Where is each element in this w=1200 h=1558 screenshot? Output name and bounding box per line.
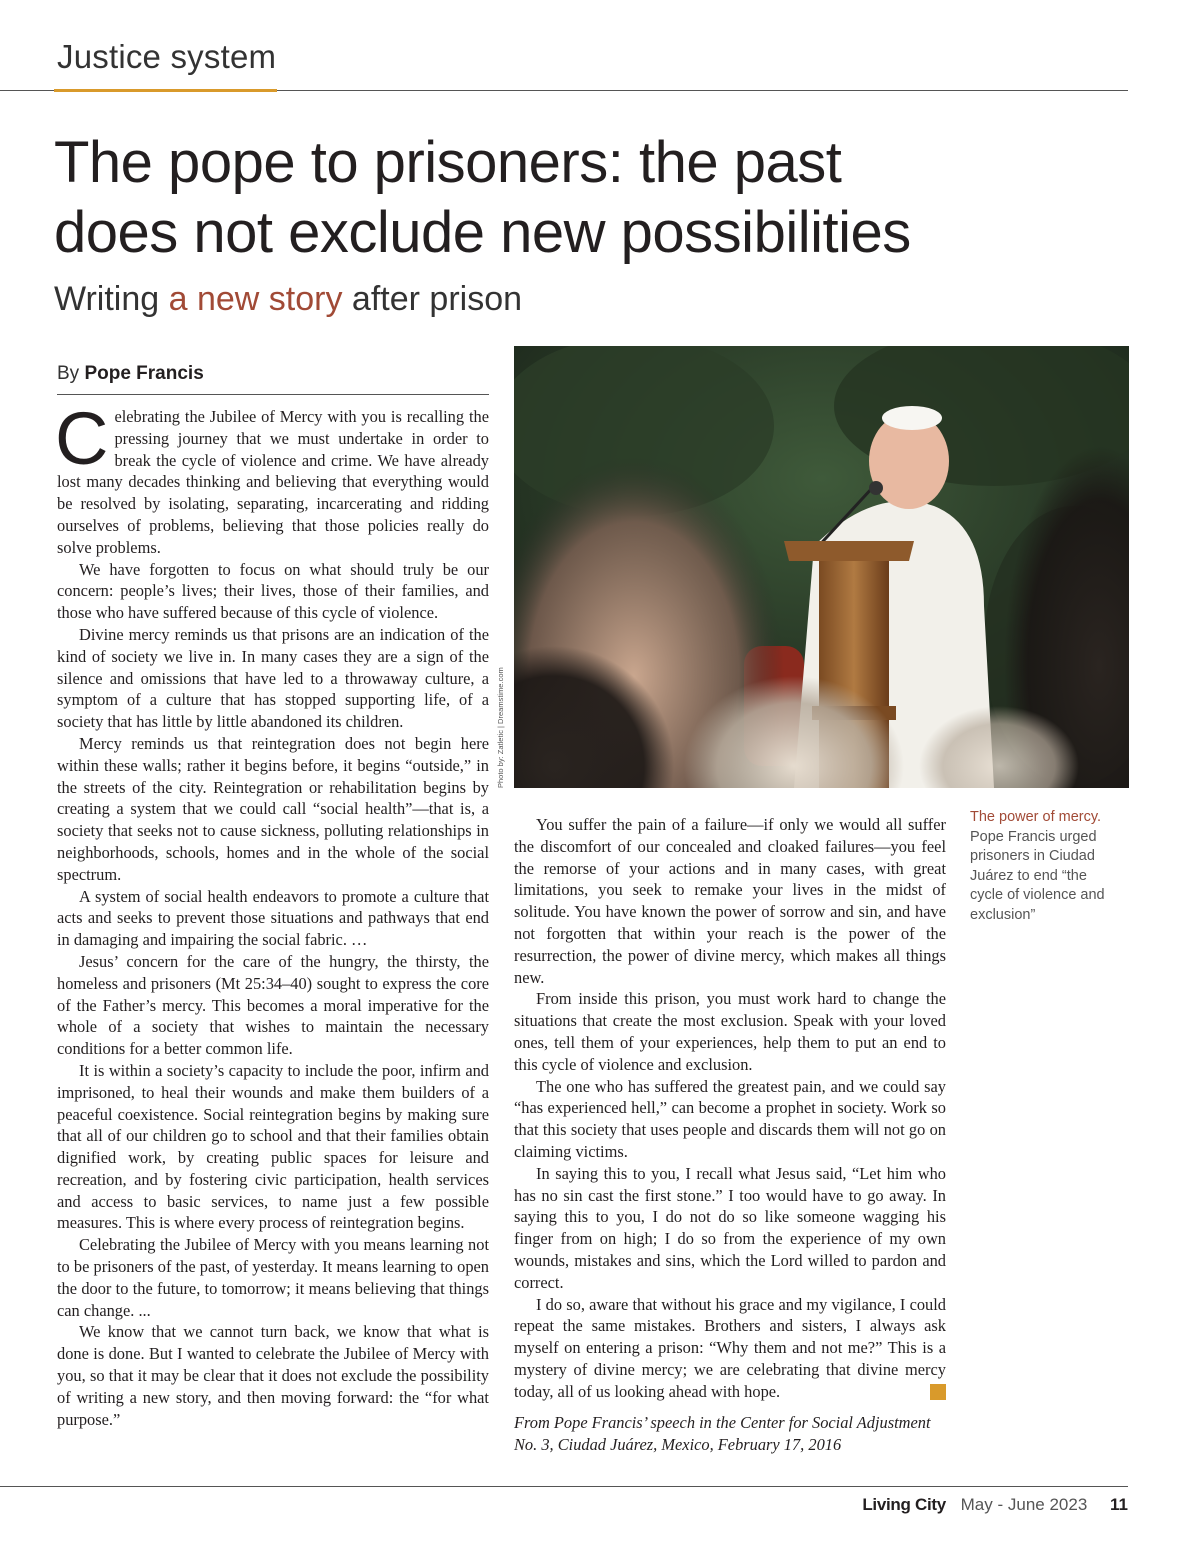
byline-divider: [57, 394, 489, 395]
headline-line-1: The pope to prisoners: the past: [54, 130, 842, 195]
photo-illustration: [514, 346, 1129, 788]
headline-line-2: does not exclude new possibilities: [54, 200, 911, 265]
source-attribution: From Pope Francis’ speech in the Center for Social Adjustment No. 3, Ciudad Juárez, Mexico, February 17, 2016: [514, 1413, 931, 1454]
subhead-before: Writing: [54, 280, 169, 318]
paragraph-text: I do so, aware that without his grace and my vigilance, I could repeat the same mistakes. Brothers and sisters, I always ask myself on entering a prison: “Why them and not me?” This is a mystery of divine mercy; we are celebrating that divine mercy today, all of us looking ahead with hope.: [514, 1294, 946, 1401]
footer-divider: [0, 1486, 1128, 1487]
magazine-name: Living City: [862, 1495, 946, 1514]
article-subhead: [54, 280, 522, 319]
body-paragraph: It is within a society’s capacity to include the poor, infirm and imprisoned, to heal their wounds and make them builders of a peaceful coexistence. Social reintegration begins by making sure that all of our children go to school and that their families obtain dignified work, by creating public spaces for leisure and recreation, and by fostering civic participation, health services and access to basic services, to name just a few possible measures. This is where every process of reintegration begins.: [57, 1060, 489, 1233]
body-paragraph: Mercy reminds us that reintegration does not begin here within these walls; rather it begins before, it begins “outside,” in the streets of the city. Reintegration or rehabilitation begins by creating a system that we could call “social health”—that is, a society that seeks not to cause sickness, polluting relationships in neighborhoods, schools, homes and in the whole of the social spectrum.: [57, 733, 489, 884]
article-headline: [54, 128, 1054, 268]
byline: [57, 363, 204, 385]
body-paragraph: The one who has suffered the greatest pain, and we could say “has experienced hell,” can become a prophet in society. Work so that this society that uses people and discards them will not go on claiming victims.: [514, 1076, 946, 1161]
subhead-after: after prison: [342, 280, 523, 318]
byline-prefix: By: [57, 363, 85, 384]
body-column-2: [514, 814, 964, 1403]
body-paragraph: In saying this to you, I recall what Jesus said, “Let him who has no sin cast the first stone.” I too would have to go away. In saying this to you, I do not do so like someone wagging his finger from on high; I do so from the experience of my own wounds, mistakes and sins, which the Lord willed to pardon and correct.: [514, 1163, 946, 1292]
body-paragraph: We have forgotten to focus on what should truly be our concern: people’s lives; their lives, those of their families, and those who have suffered because of this cycle of violence.: [57, 559, 489, 623]
drop-cap: C: [55, 397, 109, 480]
body-paragraph: Divine mercy reminds us that prisons are an indication of the kind of society we live in. In many cases they are a sign of the silence and omissions that have led to a throwaway culture, a symptom of a culture that has stopped supporting life, of a society that has little by little abandoned its children.: [57, 624, 489, 732]
page-footer: [862, 1495, 1128, 1515]
byline-author: Pope Francis: [84, 363, 204, 384]
paragraph-text: elebrating the Jubilee of Mercy with you is recalling the pressing journey that we must undertake in order to break the cycle of violence and crime. We have already lost many decades thinking and believing that everything would be resolved by isolating, separating, incarcerating and ridding ourselves of problems, believing that those policies really do solve problems.: [57, 407, 489, 557]
body-paragraph: Celebrating the Jubilee of Mercy with you means learning not to be prisoners of the past, of yesterday. It means learning to open the door to the future, to tomorrow; it means believing that things can change. ...: [57, 1235, 489, 1320]
caption-text: Pope Francis urged prisoners in Ciudad Juárez to end “the cycle of violence and exclusion”: [970, 828, 1105, 923]
body-paragraph: [55, 397, 489, 559]
page-number: 11: [1110, 1495, 1128, 1514]
body-paragraph: [514, 1294, 964, 1403]
body-column-1: [55, 397, 489, 1430]
body-paragraph: We know that we cannot turn back, we know that what is done is done. But I wanted to celebrate the Jubilee of Mercy with you, so that it may be clear that it does not exclude the possibility of writing a new story, and then moving forward: the “for what purpose.”: [57, 1322, 489, 1429]
pope-speaking-photo: [514, 346, 1129, 788]
body-paragraph: A system of social health endeavors to promote a culture that acts and seeks to prevent those situations and pathways that end in damaging and impairing the social fabric. …: [57, 886, 489, 950]
photo-credit: Photo by: Zatletic | Dreamstime.com: [496, 667, 505, 788]
body-paragraph: From inside this prison, you must work hard to change the situations that create the most exclusion. Speak with your loved ones, tell them of your experiences, help them to put an end to this cycle of violence and exclusion.: [514, 989, 946, 1074]
end-mark-icon: LC: [930, 1384, 946, 1400]
body-paragraph: Jesus’ concern for the care of the hungry, the thirsty, the homeless and prisoners (Mt 25:34–40) sought to express the core of the Father’s mercy. This becomes a moral imperative for the whole of a society that wishes to maintain the necessary conditions for a better common life.: [57, 951, 489, 1059]
issue-date: May - June 2023: [960, 1495, 1088, 1514]
section-accent-bar: [54, 89, 277, 92]
subhead-accent: a new story: [168, 280, 343, 318]
section-label: Justice system: [57, 38, 277, 75]
body-paragraph: You suffer the pain of a failure—if only we would all suffer the discomfort of our concealed and cloaked failures—you feel the remorse of your actions and in many cases, with great limitations, you seek to remake your lives in the midst of solitude. You have known the power of sorrow and sin, and have not forgotten that within your reach is the power of the resurrection, the power of divine mercy, which makes all things new.: [514, 815, 946, 987]
caption-title: The power of mercy.: [970, 809, 1102, 825]
photo-caption: [970, 808, 1120, 925]
